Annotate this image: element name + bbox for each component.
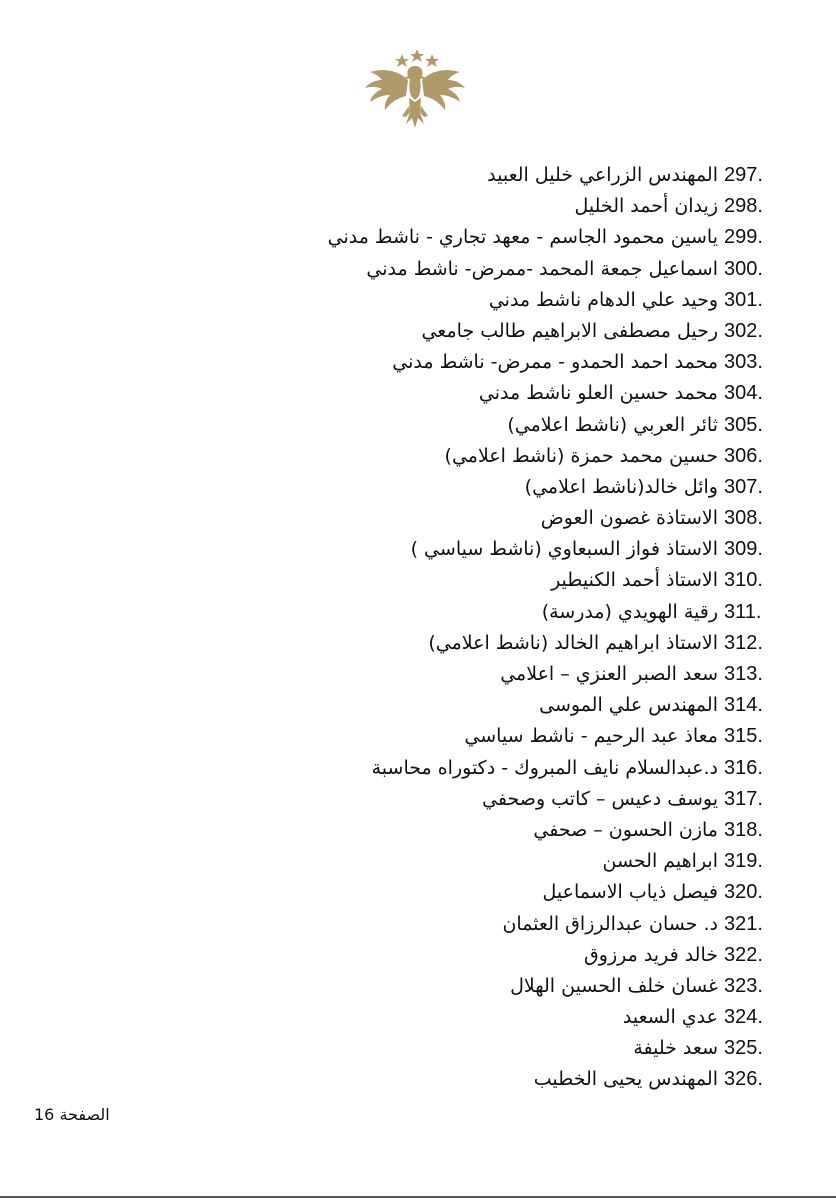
list-item [54, 815, 774, 846]
item-number: 303. [724, 351, 763, 374]
item-text: الاستاذ ابراهيم الخالد (ناشط اعلامي) [428, 631, 718, 654]
item-number: 320. [724, 881, 763, 904]
list-item [54, 472, 774, 503]
item-number: 323. [724, 974, 763, 997]
item-text: ثائر العربي (ناشط اعلامي) [507, 413, 718, 436]
item-text: خالد فريد مرزوق [584, 943, 718, 966]
list-item [54, 285, 774, 316]
item-text: عدي السعيد [622, 1006, 718, 1029]
item-text: معاذ عبد الرحيم - ناشط سياسي [464, 725, 718, 748]
item-number: 309. [724, 538, 763, 561]
list-item [54, 877, 774, 908]
item-text: الاستاذة غصون العوض [540, 507, 718, 530]
item-number: 298. [724, 195, 763, 218]
item-text: غسان خلف الحسين الهلال [510, 974, 718, 997]
item-text: سعد الصبر العنزي – اعلامي [500, 663, 718, 685]
item-number: 313. [724, 663, 763, 685]
item-number: 307. [724, 475, 763, 498]
item-number: 297. [724, 164, 763, 186]
item-number: 302. [724, 319, 763, 342]
list-item [54, 1002, 774, 1033]
list-item [54, 191, 774, 222]
list-item [54, 784, 774, 815]
item-text: محمد حسين العلو ناشط مدني [478, 382, 718, 405]
item-number: 304. [724, 382, 763, 405]
item-number: 315. [724, 725, 763, 748]
list-item [54, 410, 774, 441]
list-item [54, 909, 774, 940]
item-text: اسماعيل جمعة المحمد -ممرض- ناشط مدني [366, 257, 718, 280]
list-item [54, 503, 774, 534]
item-text: محمد احمد الحمدو - ممرض- ناشط مدني [392, 351, 718, 374]
item-number: 301. [724, 288, 763, 311]
item-number: 322. [724, 943, 763, 966]
item-number: 317. [724, 787, 763, 810]
item-text: مازن الحسون – صحفي [533, 818, 718, 841]
list-item [54, 441, 774, 472]
list-item [54, 1033, 774, 1064]
item-number: 316. [724, 756, 763, 779]
item-number: 325. [724, 1037, 763, 1060]
item-text: سعد خليفة [633, 1037, 718, 1060]
item-text: يوسف دعيس – كاتب وصحفي [482, 787, 718, 810]
item-number: 300. [724, 257, 763, 280]
item-number: 319. [724, 850, 763, 873]
item-text: المهندس الزراعي خليل العبيد [487, 164, 718, 186]
item-number: 324. [724, 1006, 763, 1029]
list-item [54, 347, 774, 378]
item-number: 314. [724, 694, 763, 717]
list-item [54, 753, 774, 784]
list-item [54, 254, 774, 285]
item-number: 306. [724, 444, 763, 467]
item-number: 310. [724, 569, 763, 592]
list-item [54, 160, 774, 191]
item-text: ياسين محمود الجاسم - معهد تجاري - ناشط مدني [327, 226, 718, 249]
item-number: 299. [724, 226, 763, 249]
item-number: 308. [724, 507, 763, 530]
list-item [54, 940, 774, 971]
item-number: 312. [724, 631, 763, 654]
list-item [54, 1064, 774, 1095]
list-item [54, 690, 774, 721]
item-number: 311. [724, 600, 762, 623]
item-number: 321. [724, 912, 763, 935]
list-item [54, 534, 774, 565]
list-item [54, 721, 774, 752]
bottom-divider [0, 1196, 836, 1198]
item-number: 318. [724, 818, 763, 841]
item-text: وائل خالد(ناشط اعلامي) [524, 475, 718, 498]
list-item [54, 565, 774, 596]
item-text: المهندس يحيى الخطيب [533, 1068, 718, 1091]
item-text: د.عبدالسلام نايف المبروك - دكتوراه محاسبة [371, 756, 718, 779]
item-text: ابراهيم الحسن [602, 850, 718, 873]
names-list [54, 160, 774, 1096]
item-text: الاستاذ أحمد الكنيطير [551, 569, 718, 592]
list-item [54, 378, 774, 409]
list-item [54, 659, 774, 690]
item-text: حسين محمد حمزة (ناشط اعلامي) [444, 444, 718, 467]
item-text: الاستاذ فواز السبعاوي (ناشط سياسي ) [410, 538, 718, 561]
list-item [54, 971, 774, 1002]
item-text: د. حسان عبدالرزاق العثمان [502, 912, 718, 935]
list-item [54, 628, 774, 659]
item-number: 305. [724, 413, 763, 436]
item-text: المهندس علي الموسى [539, 694, 718, 717]
item-text: رحيل مصطفى الابراهيم طالب جامعي [421, 319, 718, 342]
page-number: الصفحة 16 [34, 1105, 110, 1124]
item-number: 326. [724, 1068, 763, 1091]
item-text: وحيد علي الدهام ناشط مدني [488, 288, 718, 311]
eagle-emblem-icon [362, 50, 468, 134]
item-text: فيصل ذياب الاسماعيل [542, 881, 718, 904]
list-item [54, 316, 774, 347]
item-text: زيدان أحمد الخليل [574, 195, 718, 218]
list-item [54, 597, 774, 628]
item-text: رقية الهويدي (مدرسة) [541, 600, 718, 623]
list-item [54, 222, 774, 253]
list-item [54, 846, 774, 877]
